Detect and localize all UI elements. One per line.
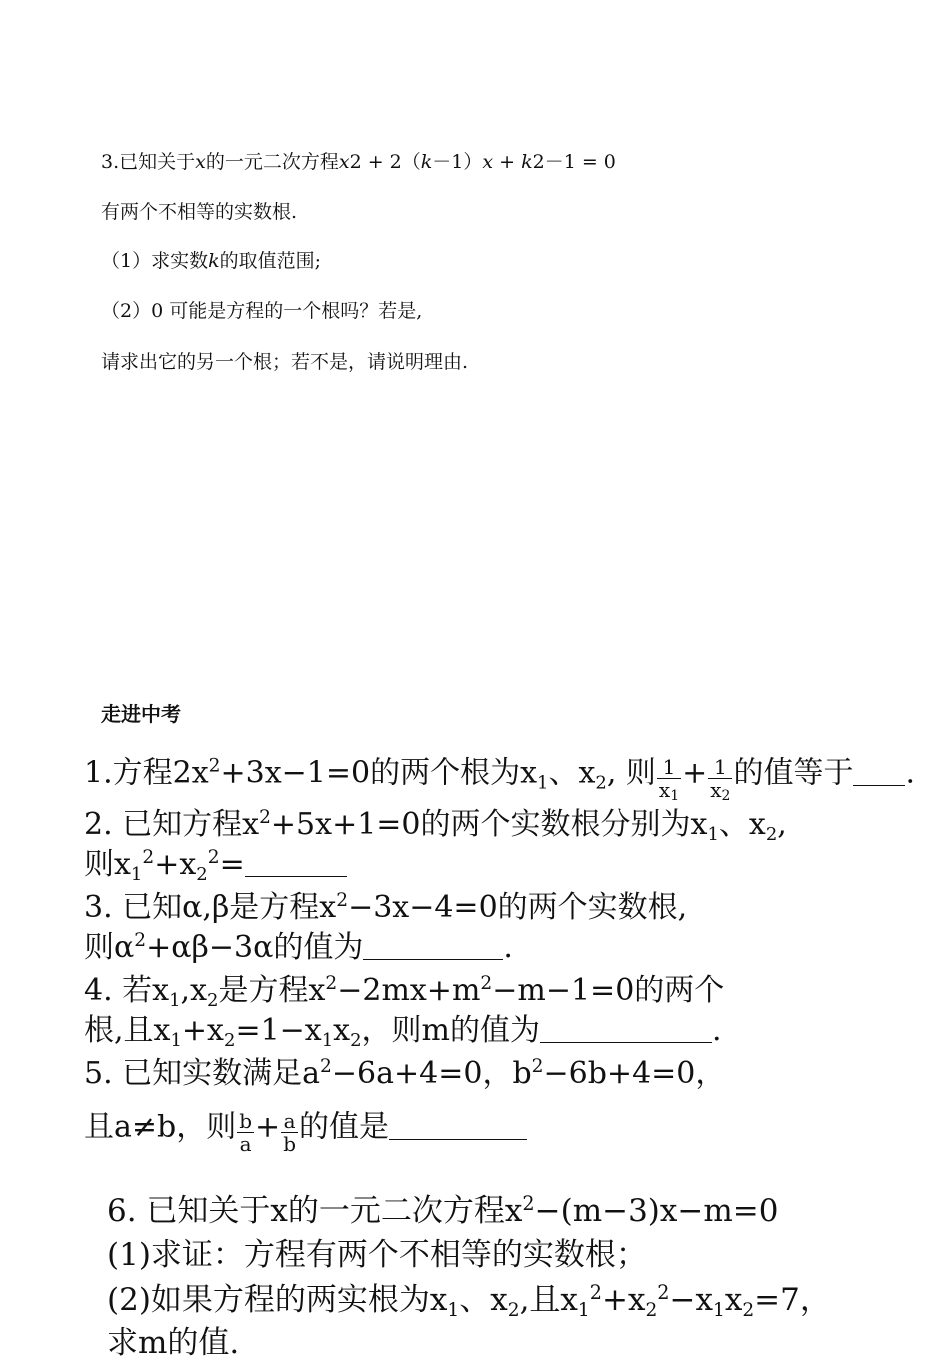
fraction-a-over-b: $\frac{a}{b}$ bbox=[283, 1109, 296, 1156]
exercise-6-part-2: (2)如果方程的两实根为$x_1$、$x_2$,且$x_1^2+x_2^2-x_1x_2=7$， bbox=[107, 1281, 831, 1321]
exercise-2-line-1: 2. 已知方程$x^2+5x+1=0$的两个实数根分别为$x_1$、$x_2$, bbox=[84, 807, 787, 845]
answer-blank-2[interactable] bbox=[245, 848, 347, 877]
exercise-5-line-2: 且a≠b，则 $\frac{b}{a}$ + $\frac{a}{b}$ 的值是 bbox=[84, 1106, 527, 1151]
problem-3-line-1: 3.已知关于x的一元二次方程x2 + 2（k－1）x + k2－1 = 0 bbox=[101, 151, 616, 173]
answer-blank-5[interactable] bbox=[389, 1111, 527, 1140]
answer-blank-3[interactable] bbox=[363, 931, 503, 960]
exercise-5-line-1: 5. 已知实数满足$a^2-6a+4=0$，$b^2-6b+4=0$， bbox=[84, 1056, 726, 1091]
exercise-6-part-1: (1)求证：方程有两个不相等的实数根； bbox=[107, 1237, 647, 1273]
exercise-1: 1.方程$2x^2+3x-1=0$的两个根为$x_1$、$x_2$, 则 $\frac{1}{x_1}$ + $\frac{1}{x_2}$ 的值等于 . bbox=[84, 755, 915, 804]
exercise-4-line-2: 根,且$x_1+x_2=1-x_1x_2$，则m的值为 . bbox=[84, 1013, 722, 1051]
exercise-3-line-2: 则$\alpha^2+\alpha\beta-3\alpha$的值为 . bbox=[84, 930, 513, 965]
answer-blank-1[interactable] bbox=[853, 757, 905, 786]
fraction-1-over-x2: $\frac{1}{x_2}$ bbox=[710, 755, 731, 804]
fraction-b-over-a: $\frac{b}{a}$ bbox=[239, 1109, 253, 1156]
exercise-6-line-1: 6. 已知关于x的一元二次方程$x^2-(m-3)x-m=0$ bbox=[107, 1192, 779, 1229]
exercise-3-line-1: 3. 已知α,β是方程$x^2-3x-4=0$的两个实数根, bbox=[84, 890, 688, 925]
fraction-1-over-x1: $\frac{1}{x_1}$ bbox=[658, 755, 680, 804]
exercise-6-part-2-cont: 求m的值. bbox=[107, 1325, 240, 1361]
problem-3-question-2-cont: 请求出它的另一个根；若不是，请说明理由. bbox=[101, 351, 469, 373]
exercise-4-line-1: 4. 若$x_1,x_2$是方程$x^2-2mx+m^2-m-1=0$的两个 bbox=[84, 973, 725, 1011]
problem-3-line-2: 有两个不相等的实数根. bbox=[101, 201, 298, 223]
section-title: 走进中考 bbox=[101, 702, 181, 726]
exercise-2-line-2: 则$x_1^2+x_2^2=$ bbox=[84, 847, 347, 883]
answer-blank-4[interactable] bbox=[540, 1014, 712, 1043]
problem-3-question-1: （1）求实数k的取值范围; bbox=[101, 250, 322, 272]
problem-3-question-2: （2）0 可能是方程的一个根吗？若是, bbox=[101, 300, 423, 322]
